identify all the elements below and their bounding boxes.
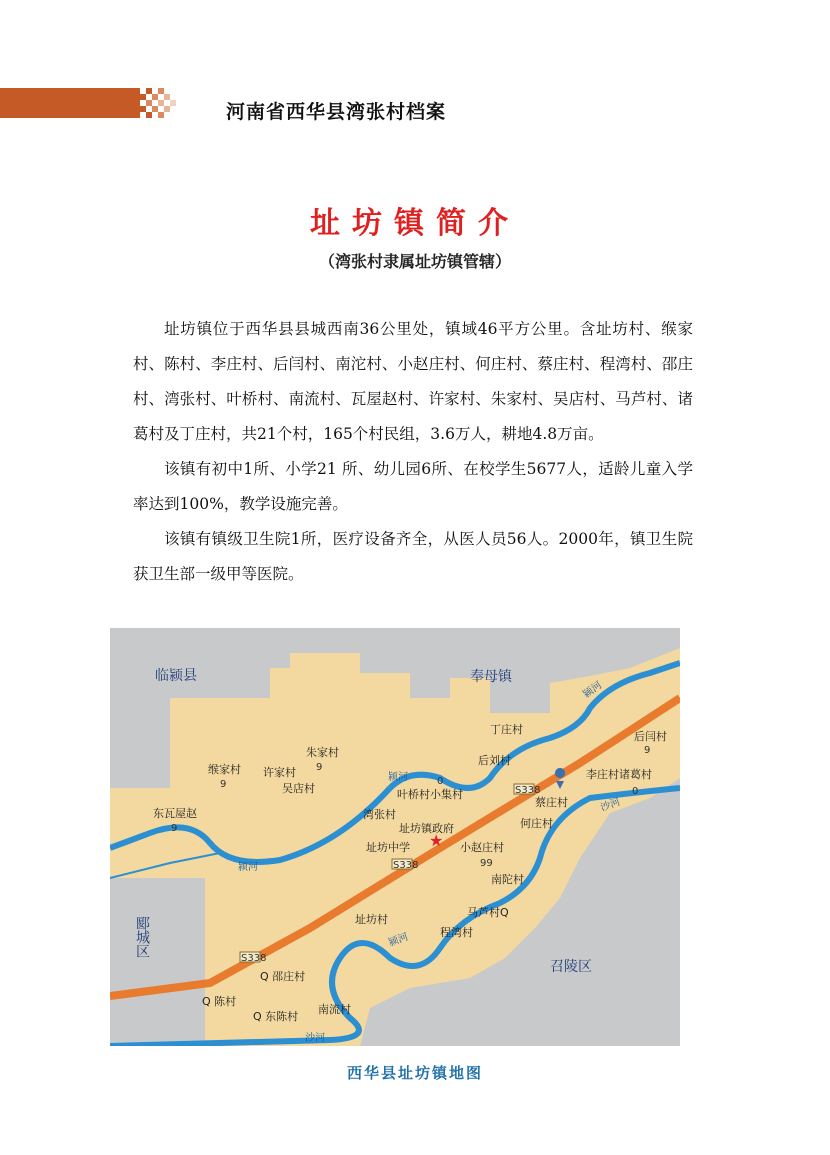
place-wudian: 吴店村 bbox=[282, 782, 315, 795]
place-zhujia: 朱家村 bbox=[306, 746, 339, 759]
place-chen: Q 陈村 bbox=[202, 995, 237, 1008]
place-zero-1: 0 bbox=[437, 776, 444, 787]
place-houlu-num: 9 bbox=[644, 745, 651, 756]
place-zhifang: 址坊村 bbox=[355, 913, 388, 926]
river-label-sha-e: 沙河 bbox=[599, 796, 622, 814]
region-yancheng: 郾城区 bbox=[134, 916, 150, 958]
river-label-ying-mid: 颍河 bbox=[388, 772, 408, 783]
header-checker-pattern bbox=[134, 88, 178, 118]
place-dongchen: Q 东陈村 bbox=[253, 1010, 299, 1023]
place-chengwan: 程湾村 bbox=[440, 926, 473, 939]
place-xujia: 许家村 bbox=[263, 766, 296, 779]
region-linying: 临颍县 bbox=[155, 668, 197, 684]
river-label-ying-w: 颍河 bbox=[238, 862, 258, 873]
header-title: 河南省西华县湾张村档案 bbox=[226, 101, 447, 123]
place-nantuo: 南陀村 bbox=[491, 873, 524, 886]
river-label-ying-s: 颍河 bbox=[387, 931, 410, 949]
river-label-ying-ne: 颍河 bbox=[581, 679, 605, 701]
place-goujia: 缑家村 bbox=[208, 763, 241, 776]
page-title: 址坊镇简介 bbox=[310, 206, 520, 241]
place-dongwawuzhao: 东瓦屋赵 bbox=[153, 807, 197, 820]
place-zhujia-num: 9 bbox=[316, 762, 323, 773]
map-yancheng-strip bbox=[110, 878, 205, 1046]
road-shield-3-label: S338 bbox=[241, 953, 267, 964]
place-school: 址坊中学 bbox=[366, 841, 410, 854]
place-dongwa-num: 9 bbox=[171, 823, 178, 834]
place-caizhuang: 蔡庄村 bbox=[535, 796, 568, 809]
place-xiaozhao-num: 99 bbox=[480, 858, 493, 869]
intro-paragraph-2: 该镇有初中1所、小学21 所、幼儿园6所、在校学生5677人，适龄儿童入学率达到100%，教学设施完善。 bbox=[133, 460, 693, 513]
place-houliu: 后刘村 bbox=[478, 754, 511, 767]
place-goujia-num: 9 bbox=[220, 779, 227, 790]
place-gov: 址坊镇政府 bbox=[399, 822, 454, 835]
header-banner bbox=[0, 88, 140, 118]
place-lizhuang-zhuge: 李庄村诸葛村 bbox=[586, 768, 652, 781]
place-hezhuang: 何庄村 bbox=[520, 817, 553, 830]
map-caption: 西华县址坊镇地图 bbox=[346, 1064, 483, 1082]
place-yeqiao-xiaoji: 叶桥村小集村 bbox=[397, 788, 463, 801]
region-fengmu: 奉母镇 bbox=[470, 669, 512, 685]
road-shield-1-label: S338 bbox=[515, 785, 541, 796]
place-shaozhuang: Q 邵庄村 bbox=[260, 970, 306, 983]
place-wanzhang: 湾张村 bbox=[363, 808, 396, 821]
region-zhaoling: 召陵区 bbox=[550, 959, 592, 975]
place-nanliu: 南流村 bbox=[318, 1003, 351, 1016]
place-zero-2: 0 bbox=[632, 786, 639, 797]
intro-body bbox=[133, 312, 693, 592]
river-label-sha-s: 沙河 bbox=[305, 1033, 325, 1044]
page-subtitle: （湾张村隶属址坊镇管辖） bbox=[318, 252, 511, 271]
place-houlu: 后闫村 bbox=[634, 730, 667, 743]
intro-paragraph-3: 该镇有镇级卫生院1所，医疗设备齐全，从医人员56人。2000年，镇卫生院获卫生部一级甲等医院。 bbox=[133, 530, 693, 583]
road-shield-2-label: S338 bbox=[393, 860, 419, 871]
place-malu: 马芦村Q bbox=[467, 906, 509, 919]
town-map bbox=[110, 628, 680, 1046]
place-xiaozhao: 小赵庄村 bbox=[460, 841, 504, 854]
intro-paragraph-1: 址坊镇位于西华县县城西南36公里处，镇域46平方公里。含址坊村、缑家村、陈村、李庄村、后闫村、南沱村、小赵庄村、何庄村、蔡庄村、程湾村、邵庄村、湾张村、叶桥村、南流村、瓦屋赵村、许家村、朱家村、吴店村、马芦村、诸葛村及丁庄村，共21个村，165个村民组，3.6万人，耕地4.8万亩。 bbox=[133, 320, 693, 443]
gov-star-icon: ★ bbox=[429, 831, 444, 850]
place-dingzhuang: 丁庄村 bbox=[490, 723, 523, 736]
